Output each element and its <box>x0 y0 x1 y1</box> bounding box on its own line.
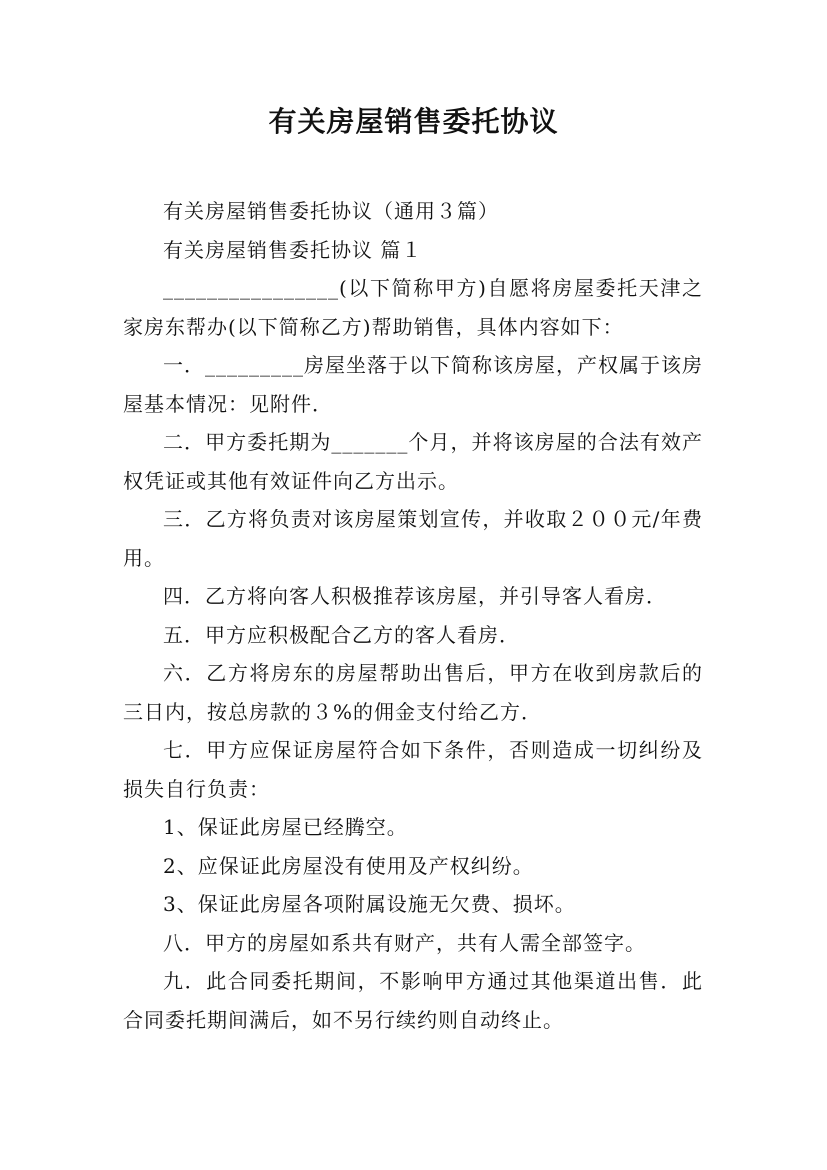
paragraph-clause-7: 七．甲方应保证房屋符合如下条件，否则造成一切纠纷及损失自行负责： <box>123 738 703 801</box>
paragraph-clause-1: 一．_________房屋坐落于以下简称该房屋，产权属于该房屋基本情况：见附件． <box>123 353 703 416</box>
document-title: 有关房屋销售委托协议 <box>268 105 559 138</box>
paragraph-condition-1: 1、保证此房屋已经腾空。 <box>163 815 408 839</box>
paragraph-clause-9: 九．此合同委托期间，不影响甲方通过其他渠道出售．此合同委托期间满后，如不另行续约则自动终止。 <box>123 969 703 1032</box>
paragraph-condition-3: 3、保证此房屋各项附属设施无欠费、损坏。 <box>163 892 576 916</box>
paragraph-clause-4: 四．乙方将向客人积极推荐该房屋，并引导客人看房． <box>163 584 667 608</box>
paragraph-subtitle: 有关房屋销售委托协议（通用３篇） <box>163 199 499 223</box>
paragraph-intro: ________________(以下简称甲方)自愿将房屋委托天津之家房东帮办(以下简称乙方)帮助销售，具体内容如下： <box>123 276 703 339</box>
paragraph-clause-2: 二．甲方委托期为_______个月，并将该房屋的合法有效产权凭证或其他有效证件向乙方出示。 <box>123 430 703 493</box>
paragraph-section-heading: 有关房屋销售委托协议 篇１ <box>163 237 423 262</box>
paragraph-condition-2: 2、应保证此房屋没有使用及产权纠纷。 <box>163 853 534 878</box>
document-body <box>123 192 703 1039</box>
paragraph-clause-8: 八．甲方的房屋如系共有财产，共有人需全部签字。 <box>163 930 646 955</box>
paragraph-clause-6: 六．乙方将房东的房屋帮助出售后，甲方在收到房款后的三日内，按总房款的３%的佣金支付给乙方． <box>123 661 703 724</box>
paragraph-clause-5: 五．甲方应积极配合乙方的客人看房． <box>163 622 520 647</box>
paragraph-clause-3: 三．乙方将负责对该房屋策划宣传，并收取２００元/年费用。 <box>123 507 703 570</box>
